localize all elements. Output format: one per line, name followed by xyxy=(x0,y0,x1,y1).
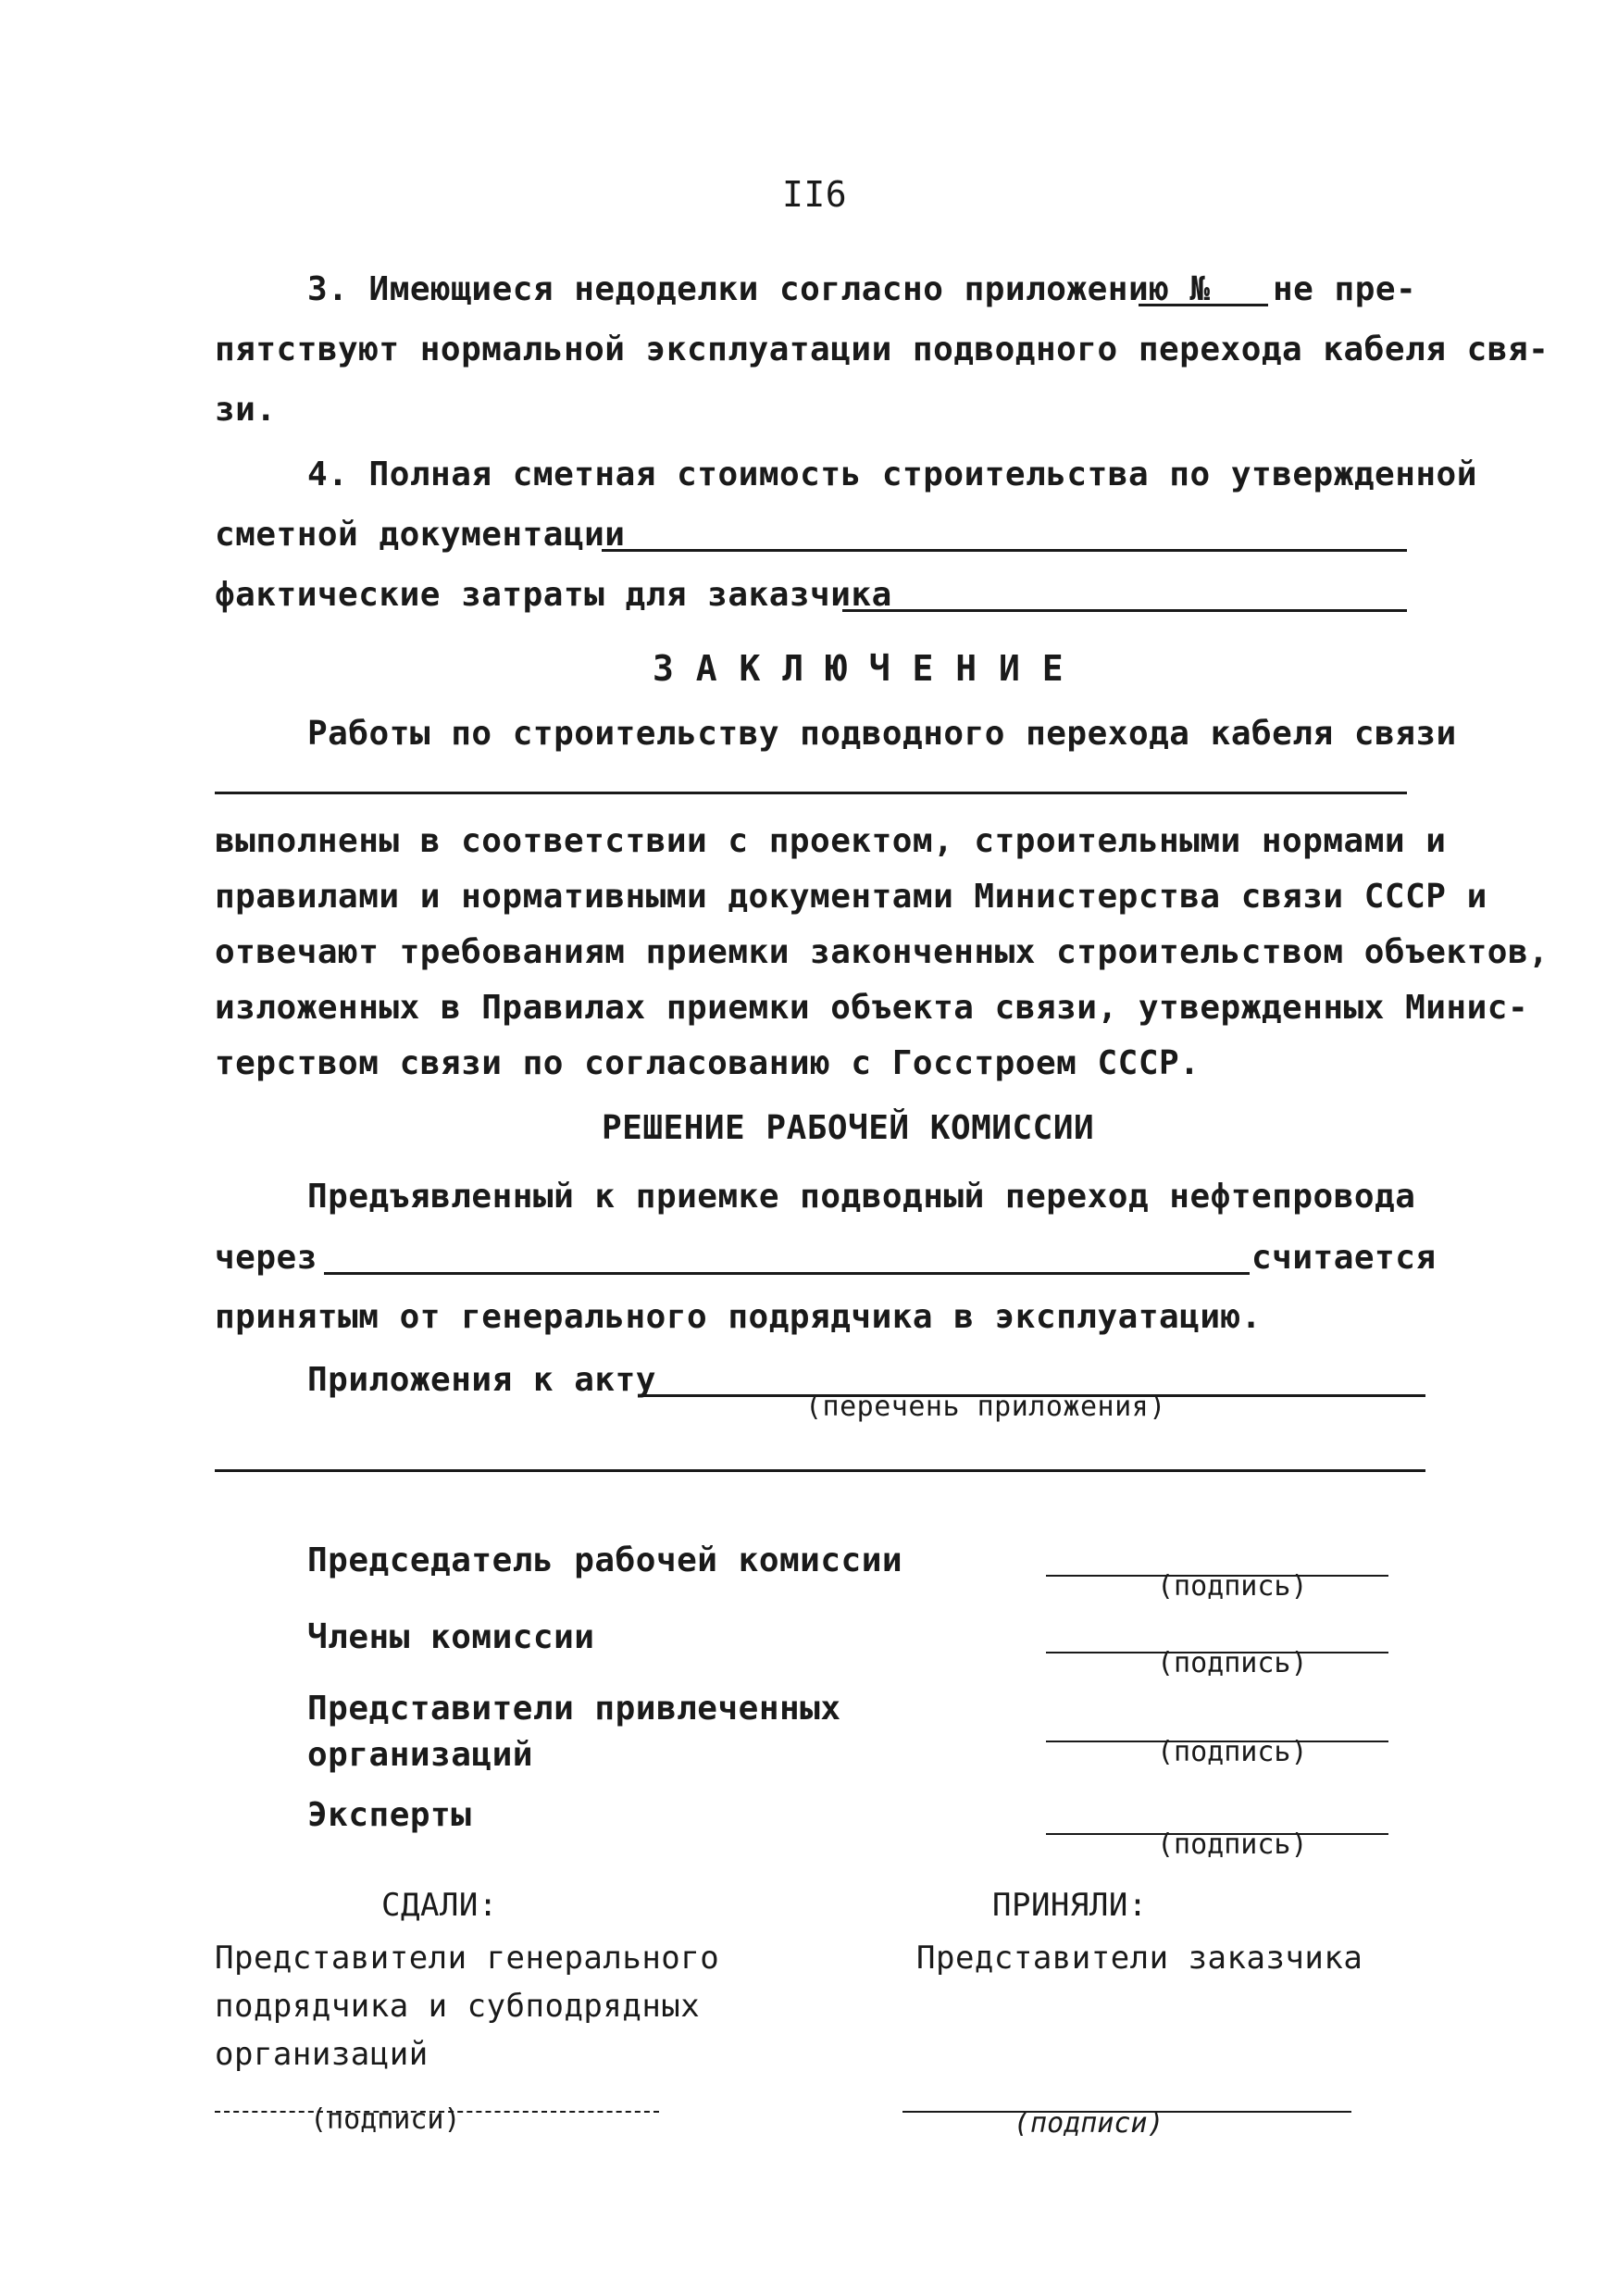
conclusion-line4: отвечают требованиям приемки законченных строительством объектов, xyxy=(215,933,1550,971)
handover-took-line1: Представители заказчика xyxy=(916,1940,1363,1977)
took-signature-caption: (подписи) xyxy=(1014,2107,1164,2140)
members-signature-caption: (подпись) xyxy=(1157,1647,1308,1679)
conclusion-line6: терством связи по согласованию с Госстроем СССР. xyxy=(215,1044,1201,1082)
chairman-label: Председатель рабочей комиссии xyxy=(307,1541,903,1579)
handover-gave-title: СДАЛИ: xyxy=(381,1887,498,1924)
appendix-number-blank xyxy=(1139,304,1268,306)
conclusion-heading: З А К Л Ю Ч Е Н И Е xyxy=(653,648,1064,689)
gave-signature-caption: (подписи) xyxy=(310,2103,461,2136)
representatives-label-line2: организаций xyxy=(307,1736,533,1774)
page-number: II6 xyxy=(782,174,848,215)
item4-line1: 4. Полная сметная стоимость строительства по утвержденной xyxy=(307,455,1477,493)
decision-line3: принятым от генерального подрядчика в эксплуатацию. xyxy=(215,1298,1262,1336)
decision-line2-start: через xyxy=(215,1239,317,1277)
decision-line2-end: считается xyxy=(1251,1239,1437,1277)
decision-line1: Предъявленный к приемке подводный переход нефтепровода xyxy=(307,1178,1416,1216)
actual-cost-blank xyxy=(842,609,1407,612)
representatives-label-line1: Представители привлеченных xyxy=(307,1690,841,1728)
conclusion-line3: правилами и нормативными документами Министерства связи СССР и xyxy=(215,878,1487,916)
experts-label: Эксперты xyxy=(307,1796,472,1834)
conclusion-line5: изложенных в Правилах приемки объекта связи, утвержденных Минис- xyxy=(215,989,1529,1027)
item3-line1-start: 3. Имеющиеся недоделки согласно приложению № xyxy=(307,270,1211,308)
item4-line2: сметной документации xyxy=(215,516,626,554)
item3-line2: пятствуют нормальной эксплуатации подводного перехода кабеля свя- xyxy=(215,331,1550,368)
item3-line3: зи. xyxy=(215,391,277,429)
handover-gave-line2: подрядчика и субподрядных xyxy=(215,1988,701,2025)
experts-signature-caption: (подпись) xyxy=(1157,1828,1308,1861)
handover-gave-line3: организаций xyxy=(215,2036,429,2073)
conclusion-blank xyxy=(215,792,1407,794)
item3-line1-end: не пре- xyxy=(1273,270,1417,308)
handover-gave-line1: Представители генерального xyxy=(215,1940,720,1977)
attachments-caption: (перечень приложения) xyxy=(805,1391,1166,1423)
representatives-signature-caption: (подпись) xyxy=(1157,1736,1308,1768)
handover-took-title: ПРИНЯЛИ: xyxy=(992,1887,1148,1924)
crossing-location-blank xyxy=(324,1272,1250,1275)
conclusion-line1: Работы по строительству подводного перехода кабеля связи xyxy=(307,715,1457,753)
item4-line3: фактические затраты для заказчика xyxy=(215,576,892,614)
conclusion-line2: выполнены в соответствии с проектом, строительными нормами и xyxy=(215,822,1447,860)
estimate-cost-blank xyxy=(602,549,1407,552)
attachments-label: Приложения к акту xyxy=(307,1361,656,1399)
chairman-signature-caption: (подпись) xyxy=(1157,1570,1308,1603)
attachments-blank-2 xyxy=(215,1469,1425,1472)
decision-heading: РЕШЕНИЕ РАБОЧЕЙ КОМИССИИ xyxy=(602,1109,1095,1147)
members-label: Члены комиссии xyxy=(307,1618,595,1656)
